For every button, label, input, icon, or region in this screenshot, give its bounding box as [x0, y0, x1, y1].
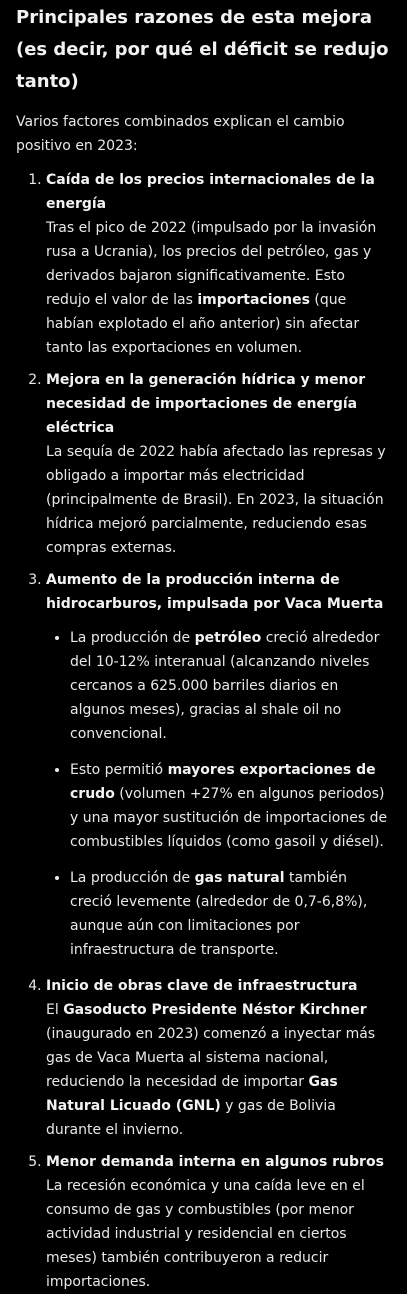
bullet-bold: mayores exportaciones de crudo — [70, 762, 376, 802]
bullet-item — [70, 758, 391, 854]
body-text: y gas de Bolivia durante el invierno. — [46, 1098, 336, 1138]
item-body — [46, 216, 391, 360]
bullet-bold: gas natural — [194, 870, 285, 886]
body-bold: Gas Natural Licuado (GNL) — [46, 1074, 338, 1114]
bullet-text: (volumen +27% en algunos periodos) y una mayor sustitución de importaciones de combustibles líquidos (como gasoil y diésel). — [70, 786, 388, 850]
item-body — [46, 998, 391, 1142]
item-heading: Caída de los precios internacionales de la energía — [46, 172, 375, 212]
bullet-text: también creció levemente (alrededor de 0,7-6,8%), aunque aún con limitaciones por infraestructura de transporte. — [70, 870, 368, 958]
body-text: Tras el pico de 2022 (impulsado por la invasión rusa a Ucrania), los precios del petróleo, gas y derivados bajaron significativamente. Esto redujo el valor de las — [46, 220, 377, 308]
intro-paragraph: Varios factores combinados explican el cambio positivo en 2023: — [16, 114, 345, 154]
bullet-bold: petróleo — [194, 630, 262, 646]
item-heading: Mejora en la generación hídrica y menor necesidad de importaciones de energía eléctrica — [46, 372, 366, 436]
bullet-item — [70, 626, 391, 746]
item-body: La recesión económica y una caída leve en el consumo de gas y combustibles (por menor actividad industrial y residencial en ciertos meses) también contribuyeron a reducir importaciones. — [46, 1178, 365, 1290]
bullet-text: Esto permitió — [70, 762, 168, 778]
item-heading: Menor demanda interna en algunos rubros — [46, 1154, 384, 1170]
sub-bullet-list — [46, 626, 391, 962]
list-item — [46, 974, 391, 1142]
bullet-text: La producción de — [70, 870, 195, 886]
reasons-list — [16, 168, 391, 1294]
list-item — [46, 1150, 391, 1294]
body-bold: Gasoducto Presidente Néstor Kirchner — [63, 1002, 367, 1018]
list-item — [46, 168, 391, 360]
item-heading: Inicio de obras clave de infraestructura — [46, 978, 358, 994]
item-heading: Aumento de la producción interna de hidrocarburos, impulsada por Vaca Muerta — [46, 572, 384, 612]
body-text: El — [46, 1002, 64, 1018]
bullet-text: creció alrededor del 10-12% interanual (alcanzando niveles cercanos a 625.000 barriles diarios en algunos meses), gracias al shale oil no convencional. — [70, 630, 380, 742]
section-title: Principales razones de esta mejora (es decir, por qué el déficit se redujo tanto) — [16, 7, 389, 92]
list-item — [46, 568, 391, 962]
bullet-text: La producción de — [70, 630, 195, 646]
body-text: (inaugurado en 2023) comenzó a inyectar más gas de Vaca Muerta al sistema nacional, reduciendo la necesidad de importar — [46, 1026, 376, 1090]
list-item — [46, 368, 391, 560]
item-body: La sequía de 2022 había afectado las represas y obligado a importar más electricidad (principalmente de Brasil). En 2023, la situación hídrica mejoró parcialmente, reduciendo esas compras externas. — [46, 444, 386, 556]
body-bold: importaciones — [197, 292, 310, 308]
bullet-item — [70, 866, 391, 962]
body-text: (que habían explotado el año anterior) sin afectar tanto las exportaciones en volumen. — [46, 292, 360, 356]
